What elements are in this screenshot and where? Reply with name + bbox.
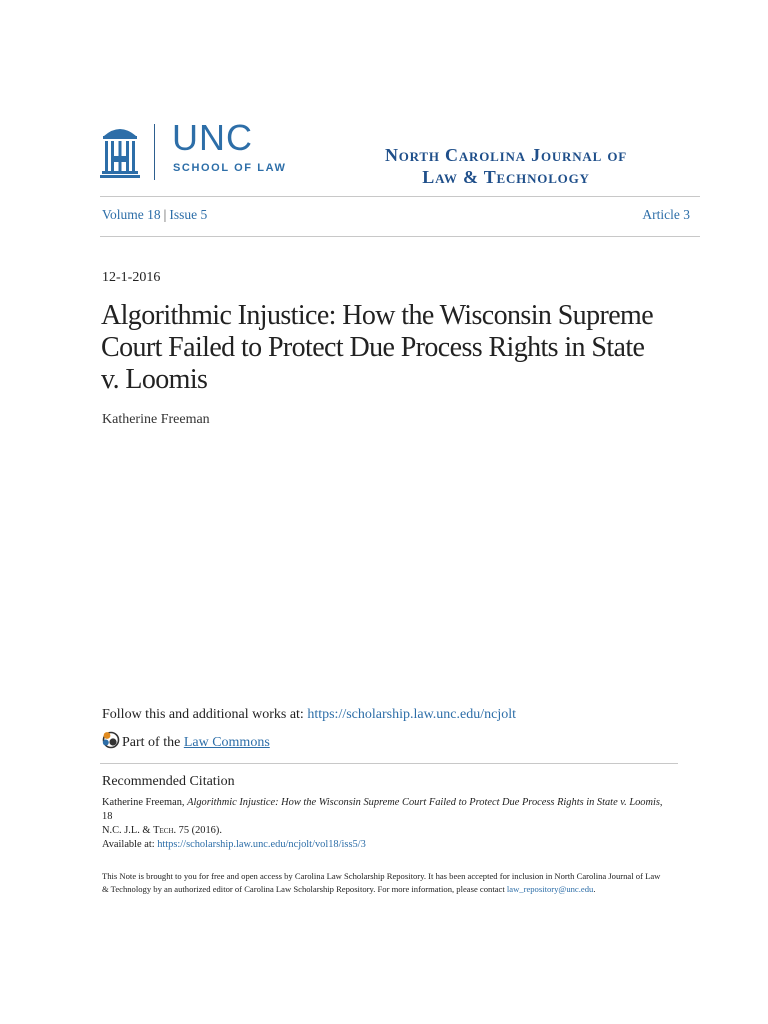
citation-title: Algorithmic Injustice: How the Wisconsin Supreme Court Failed to Protect Due Process Rights in State v. Loomis	[187, 797, 660, 808]
journal-name	[336, 144, 676, 188]
unc-logo-text: UNC	[172, 117, 253, 158]
issue-bar-rule	[100, 236, 700, 237]
recommended-citation-heading: Recommended Citation	[102, 774, 235, 789]
citation-journal-tech: Tech.	[153, 825, 177, 836]
open-access-note	[102, 870, 662, 895]
logo-divider	[154, 124, 155, 180]
contact-email-link[interactable]: law_repository@unc.edu	[506, 883, 594, 894]
issue-link[interactable]: Issue 5	[169, 207, 208, 222]
follow-prefix: Follow this and additional works at:	[102, 707, 308, 722]
issue-separator: |	[163, 207, 167, 222]
school-of-law-text: SCHOOL OF LAW	[173, 162, 287, 174]
article-title: Algorithmic Injustice: How the Wisconsin Supreme Court Failed to Protect Due Process Rights in State v. Loomis	[101, 300, 654, 395]
note-end: .	[593, 883, 596, 894]
citation-body	[102, 796, 672, 852]
journal-name-line1: North Carolina Journal of	[384, 145, 628, 165]
old-well-icon	[100, 122, 140, 180]
citation-rule	[100, 763, 678, 764]
part-of-line	[102, 731, 270, 751]
citation-author: Katherine Freeman,	[102, 797, 188, 808]
available-label: Available at:	[102, 839, 158, 850]
citation-volume: , 18	[102, 797, 663, 822]
article-link[interactable]: Article 3	[642, 207, 690, 222]
part-of-prefix: Part of the	[122, 735, 184, 750]
journal-name-line2: Law & Technology	[422, 167, 590, 187]
note-text: This Note is brought to you for free and open access by Carolina Law Scholarship Repository. It has been accepted for inclusion in North Carolina Journal of Law & Technology by an authorized editor of Carolina Law Scholarship Repository. For more information, please contact	[102, 871, 661, 894]
collection-url-link[interactable]: https://scholarship.law.unc.edu/ncjolt	[307, 707, 516, 722]
issue-bar	[102, 207, 690, 223]
top-rule	[100, 196, 700, 197]
publication-date: 12-1-2016	[102, 270, 161, 285]
law-commons-link[interactable]: Law Commons	[183, 735, 270, 750]
citation-journal-a: N.C. J.L. &	[102, 825, 154, 836]
header	[100, 117, 700, 187]
commons-network-icon	[102, 731, 120, 749]
author-name[interactable]: Katherine Freeman	[102, 412, 210, 427]
follow-line	[102, 707, 516, 723]
available-url-link[interactable]: https://scholarship.law.unc.edu/ncjolt/vol18/iss5/3	[157, 839, 366, 850]
citation-journal-b: 75 (2016).	[176, 825, 222, 836]
volume-link[interactable]: Volume 18	[102, 207, 161, 222]
